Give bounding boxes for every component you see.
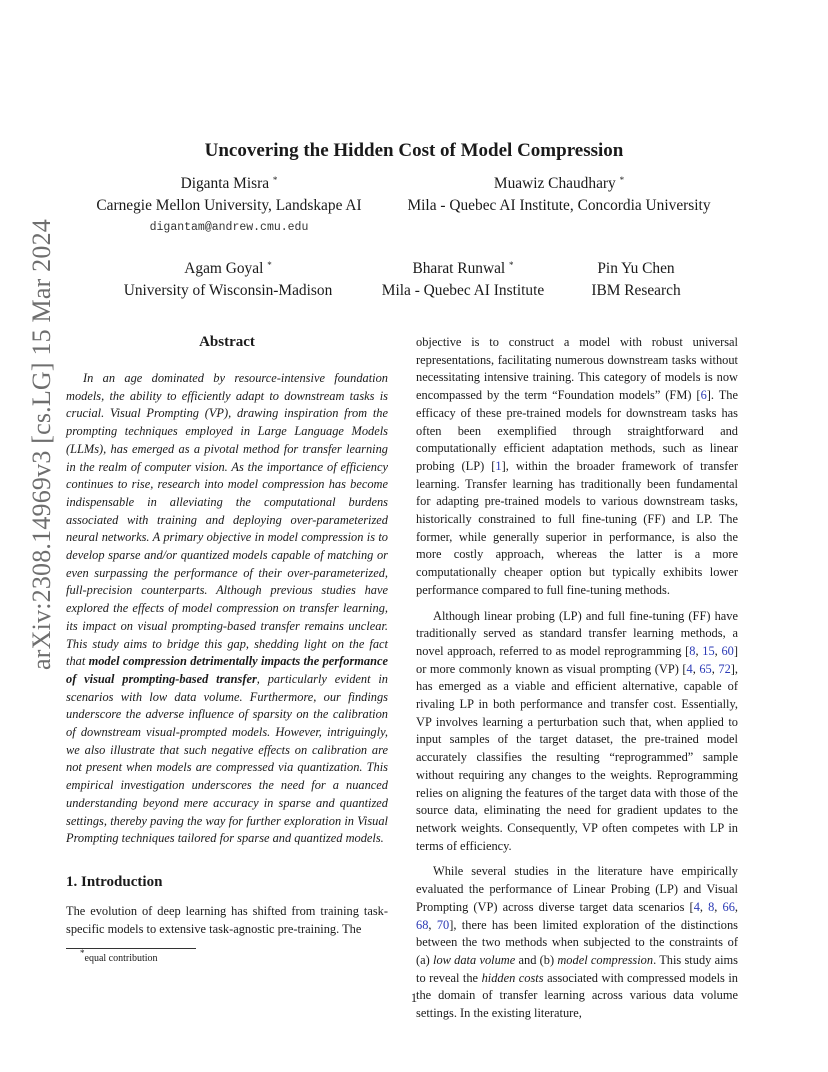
author-block-5 [576,258,696,302]
citation-link[interactable]: 70 [436,917,450,932]
citation-link[interactable]: 66 [722,899,735,914]
citation-link[interactable]: 1 [495,458,502,473]
author-affiliation: IBM Research [591,282,681,299]
abstract-key-finding: model compression detrimentally impacts the performance of visual prompting-based transfer [66,654,388,686]
abstract-body: In an age dominated by resource-intensive foundation models, the ability to efficiently adapt to downstream tasks is crucial. Visual Prompting (VP), drawing inspiration from the prompting techniques employed in Large Language Models (LLMs), has emerged as a pivotal method for transfer learning in the realm of computer vision. As the importance of efficiency continues to rise, research into model compression has become indispensable in alleviating the computational burdens associated with training and deploying over-parameterized neural networks. A primary objective in model compression is to develop sparse and/or quantized models capable of matching or even surpassing the performance of their over-parameterized, full-precision counterparts. Although previous studies have explored the effects of model compression on transfer learning, its impact on visual prompting-based transfer remains unclear. This study aims to bridge this gap, shedding light on the fact that model compression detrimentally impacts the performance of visual prompting-based transfer, particularly evident in scenarios with low data volume. Furthermore, our findings underscore the adverse influence of sparsity on the calibration of downstream visual-prompted models. However, intriguingly, we also illustrate that such negative effects on calibration are not present when models are compressed via quantization. This empirical investigation underscores the need for a nuanced understanding beyond mere accuracy in sparse and quantized settings, thereby paving the way for further exploration in Visual Prompting techniques tailored for sparse and quantized models. [66,371,388,846]
paper-title: Uncovering the Hidden Cost of Model Compression [204,140,624,161]
citation-link[interactable]: 15 [702,643,715,658]
intro-paragraph: The evolution of deep learning has shifted from training task-specific models to extensive task-agnostic pre-training. The [66,904,388,936]
arxiv-identifier: arXiv:2308.14969v3 [cs.LG] 15 Mar 2024 [27,219,56,670]
author-name: Agam Goyal [184,260,264,277]
paragraph: Although linear probing (LP) and full fine-tuning (FF) have traditionally served as standard transfer learning methods, a novel approach, referred to as model reprogramming [8, 15, 60] or more commonly known as visual prompting (VP) [4, 65, 72], has emerged as a viable and efficient alternative, capable of rivaling LP in both performance and transfer cost. Essentially, VP involves learning a perturbation such that, when applied to input samples of the target dataset, the pre-trained model accurately classifies the resulting “reprogrammed” sample without requiring any changes to the weights. Reprogramming relies on aligning the features of the target data with those of the source data, eliminating the need for gradient updates to the network weights. Consequently, VP often competes with LP in terms of efficiency. [416,608,739,853]
author-block-2 [392,173,726,217]
paragraph: While several studies in the literature have empirically evaluated the performance of Linear Probing (LP) and Visual Prompting (VP) across diverse target data scenarios [4, 8, 66, 68, 70], there has been limited exploration of the distinctions between the two methods when subjected to the constraints of (a) low data volume and (b) model compression. This study aims to reveal the hidden costs associated with compressed models in the domain of transfer learning across various data volume settings. In the existing literature, [416,864,738,1021]
author-name: Pin Yu Chen [597,260,675,277]
citation-link[interactable]: 60 [721,643,734,658]
citation-link[interactable]: 4 [686,661,693,676]
citation-link[interactable]: 65 [699,661,712,676]
paragraph: objective is to construct a model with robust universal representations, facilitating numerous downstream tasks without necessitating intensive training. This category of models is now encompassed by the term “Foundation models” (FM) [6]. The efficacy of these pre-trained models for downstream tasks has often been exemplified through straightforward and computationally efficient adaptation methods, such as linear probing (LP) [1], within the broader framework of transfer learning. Transfer learning has traditionally been fundamental for adapting pre-trained models to various downstream tasks, historically constrained to full fine-tuning (FF) and LP. The former, while generally superior in performance, is also the more costly approach, whereas the latter is a more computationally cheaper option but typically exhibits lower performance compared to full fine-tuning methods. [416,335,738,597]
author-name: Bharat Runwal [412,260,506,277]
equal-contribution-mark: * [619,175,625,185]
citation-link[interactable]: 68 [416,917,429,932]
equal-contribution-mark: * [509,260,514,270]
author-email[interactable]: digantam@andrew.cmu.edu [149,221,309,234]
equal-contribution-mark: * [267,260,272,270]
author-name: Diganta Misra [180,175,270,192]
page-number: 1 [410,991,418,1005]
author-block-1 [66,173,392,239]
author-affiliation: Carnegie Mellon University, Landskape AI [96,197,362,214]
equal-contribution-mark: * [272,175,278,185]
author-block-4 [366,258,560,302]
citation-link[interactable]: 6 [700,388,707,403]
citation-link[interactable]: 72 [718,661,731,676]
right-column-text [416,334,738,1023]
introduction-heading: 1. Introduction [66,874,163,890]
author-name: Muawiz Chaudhary [493,175,616,192]
author-affiliation: Mila - Quebec AI Institute, Concordia University [407,197,711,214]
author-affiliation: Mila - Quebec AI Institute [381,282,545,299]
author-block-3 [110,258,346,302]
citation-link[interactable]: 4 [693,899,700,914]
author-affiliation: University of Wisconsin-Madison [123,282,333,299]
footnote-rule [66,948,196,949]
footnote: *equal contribution [80,948,158,964]
citation-link[interactable]: 8 [689,643,696,658]
abstract-heading: Abstract [199,334,255,350]
citation-link[interactable]: 8 [708,899,715,914]
